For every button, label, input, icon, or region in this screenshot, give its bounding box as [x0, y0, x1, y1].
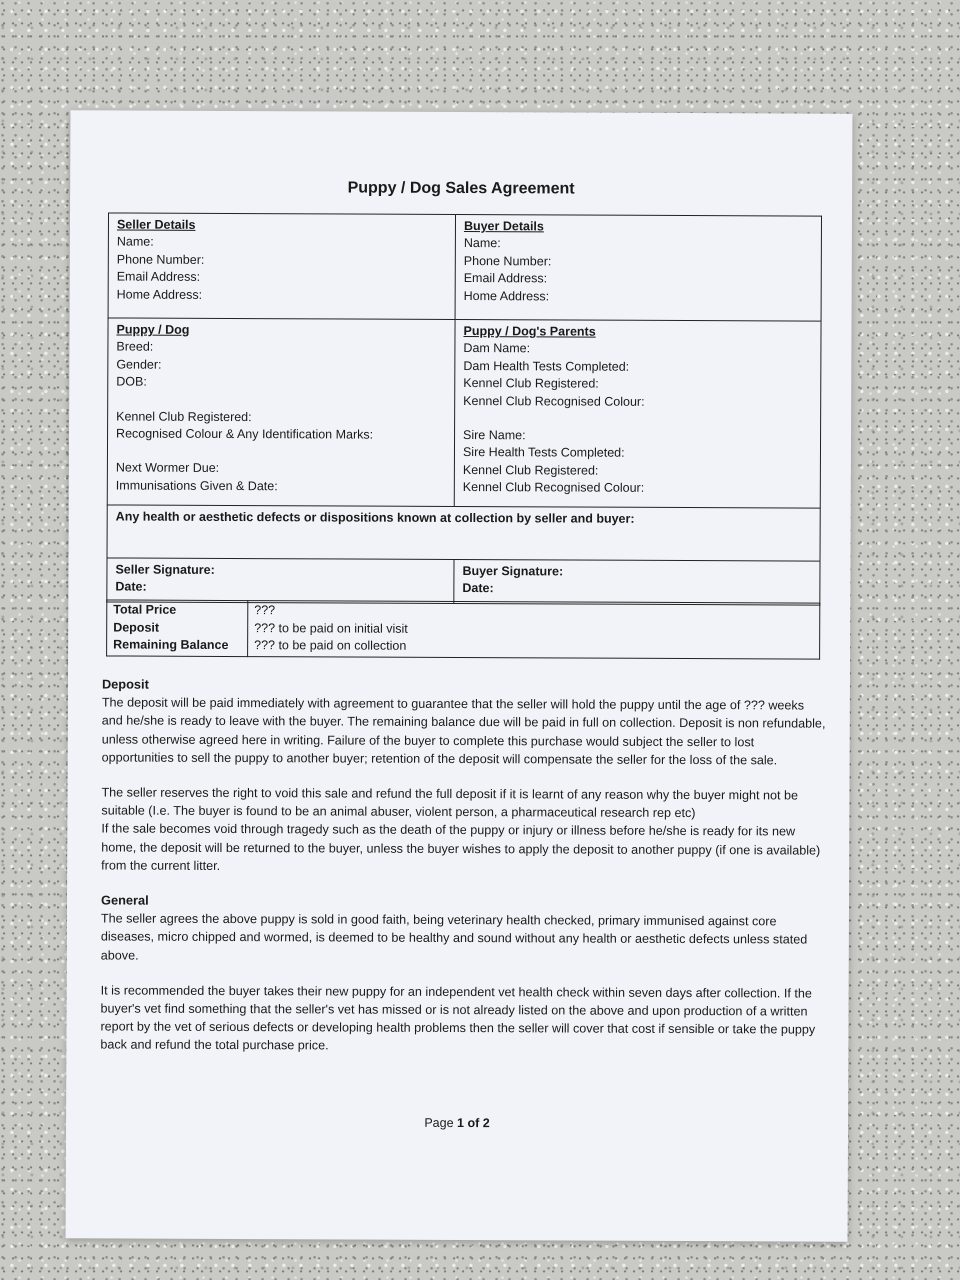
price-values-cell [248, 601, 820, 659]
details-table [106, 212, 822, 605]
immunisations-label: Immunisations Given & Date: [115, 478, 278, 494]
deposit-value: ??? to be paid on initial visit [254, 620, 408, 636]
buyer-signature-label: Buyer Signature: [462, 564, 564, 579]
buyer-signature-cell [454, 559, 820, 604]
dam-name-label: Dam Name: [463, 341, 531, 356]
puppy-details-cell [107, 318, 455, 507]
sire-health-label: Sire Health Tests Completed: [462, 445, 625, 461]
of-word: of [467, 1116, 480, 1131]
seller-signature-cell [107, 558, 454, 603]
puppy-heading: Puppy / Dog [116, 322, 190, 337]
price-table [106, 599, 820, 659]
current-page-number: 1 [457, 1115, 465, 1131]
general-paragraph: The seller agrees the above puppy is sold in good faith, being veterinary health checked, primary immunised against core diseases, micro chipped and wormed, is deemed to be healthy and sound without any health or aesthetic defects unless stated above. [100, 911, 808, 963]
seller-signature-label: Seller Signature: [115, 562, 215, 577]
dam-health-label: Dam Health Tests Completed: [463, 358, 630, 374]
terms-body [100, 675, 828, 1074]
deposit-paragraph: The deposit will be paid immediately with agreement to guarantee that the seller will hold the puppy until the age of ??? weeks and he/she is ready to leave with the buyer. The remaining balance due will be paid in full on collection. Deposit is non refundable, unless otherwise agreed here in writing. Failure of the buyer to complete this purchase would subject the seller to lost opportunities to sell the puppy to another buyer; retention of the deposit will compensate the seller for the loss of the sale. [101, 695, 826, 768]
puppy-row [107, 318, 821, 508]
breed-label: Breed: [116, 339, 154, 355]
defects-label: Any health or aesthetic defects or dispositions known at collection by seller and buyer: [115, 509, 635, 526]
deposit-heading: Deposit [101, 676, 149, 692]
total-page-count: 2 [482, 1116, 490, 1131]
dam-kc-label: Kennel Club Registered: [463, 376, 599, 391]
seller-date-label: Date: [115, 579, 147, 595]
puppy-kc-label: Kennel Club Registered: [116, 409, 252, 424]
deposit-label: Deposit [113, 619, 160, 635]
sire-kc-label: Kennel Club Registered: [462, 462, 599, 478]
seller-email-label: Email Address: [116, 269, 201, 285]
document-page [66, 110, 853, 1241]
remaining-balance-value: ??? to be paid on collection [254, 638, 407, 653]
dob-label: DOB: [116, 374, 147, 389]
vet-check-paragraph: It is recommended the buyer takes their new puppy for an independent vet health check within seven days after collection. If the buyer's vet find something that the seller's vet has missed or is not already listed on the above and upon production of a written report by the vet of serious defects or developing health problems then the seller will cover that cost if sensible or take the puppy back and refund the total purchase price. [100, 983, 816, 1053]
defects-cell [107, 505, 820, 561]
buyer-date-label: Date: [462, 581, 494, 596]
tragedy-paragraph: If the sale becomes void through tragedy such as the death of the puppy or injury or illness before he/she is ready for its new home, the deposit will be returned to the buyer, unless the buyer wishes to apply the deposit to another puppy (if one is available) from the current litter. [101, 821, 821, 873]
general-heading: General [100, 892, 149, 908]
void-sale-paragraph: The seller reserves the right to void this sale and refund the full deposit if it is learnt of any reason why the buyer might not be suitable (I.e. The buyer is found to be an animal abuser, violent person, a pharmaceutical research rep etc) [101, 785, 799, 821]
seller-details-heading: Seller Details [116, 217, 196, 232]
page-footer [66, 1114, 848, 1131]
signature-row [107, 558, 820, 605]
sire-colour-label: Kennel Club Recognised Colour: [462, 480, 645, 496]
sire-name-label: Sire Name: [463, 428, 526, 443]
buyer-address-label: Home Address: [463, 288, 550, 304]
parents-details-cell [454, 319, 821, 508]
total-price-label: Total Price [113, 602, 177, 617]
colour-label: Recognised Colour & Any Identification Marks: [116, 426, 374, 442]
buyer-details-cell [455, 214, 821, 321]
dam-colour-label: Kennel Club Recognised Colour: [463, 393, 645, 409]
buyer-name-label: Name: [463, 236, 501, 251]
buyer-email-label: Email Address: [463, 271, 548, 286]
seller-details-cell [108, 213, 455, 320]
gender-label: Gender: [116, 357, 162, 372]
seller-phone-label: Phone Number: [116, 252, 205, 267]
page-word: Page [424, 1115, 454, 1130]
wormer-label: Next Wormer Due: [115, 460, 220, 476]
buyer-details-heading: Buyer Details [463, 219, 544, 234]
buyer-phone-label: Phone Number: [463, 253, 552, 269]
price-row [107, 600, 820, 659]
parents-heading: Puppy / Dog's Parents [463, 324, 596, 339]
seller-name-label: Name: [116, 234, 154, 250]
total-price-value: ??? [254, 603, 276, 618]
remaining-balance-label: Remaining Balance [113, 637, 229, 652]
price-labels-cell [107, 600, 248, 656]
seller-address-label: Home Address: [116, 287, 203, 302]
defects-row [107, 505, 820, 561]
document-title: Puppy / Dog Sales Agreement [347, 179, 575, 198]
details-row [108, 213, 821, 321]
